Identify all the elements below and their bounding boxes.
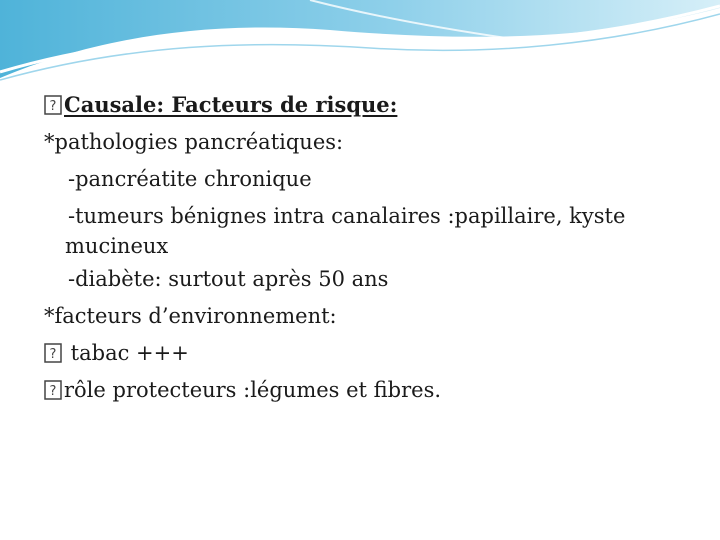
list-item-tabac [44,335,694,372]
missing-glyph-bullet-icon [44,380,62,400]
list-item-tumeurs: -tumeurs bénignes intra canalaires :papillaire, kyste [68,204,626,228]
list-item-tumeurs-continued: mucineux [65,234,169,258]
missing-glyph-bullet-icon [44,95,62,115]
list-item-pathologies: *pathologies pancréatiques: [44,130,344,154]
list-item-role-protecteurs [44,372,694,409]
svg-text:?: ? [49,384,57,399]
slide-heading: Causale: Facteurs de risque: [64,92,398,117]
slide-body [44,86,694,409]
svg-text:?: ? [49,99,57,114]
list-item-pancreatite: -pancréatite chronique [68,167,312,191]
list-item-tabac-text: tabac +++ [64,341,189,365]
list-item-role-protecteurs-text: rôle protecteurs :légumes et fibres. [64,378,442,402]
missing-glyph-bullet-icon [44,343,62,363]
heading-line [44,86,694,124]
list-item-environnement: *facteurs d’environnement: [44,304,337,328]
svg-text:?: ? [49,347,57,362]
header-wave-decoration [0,0,720,90]
list-item-diabete: -diabète: surtout après 50 ans [68,267,389,291]
